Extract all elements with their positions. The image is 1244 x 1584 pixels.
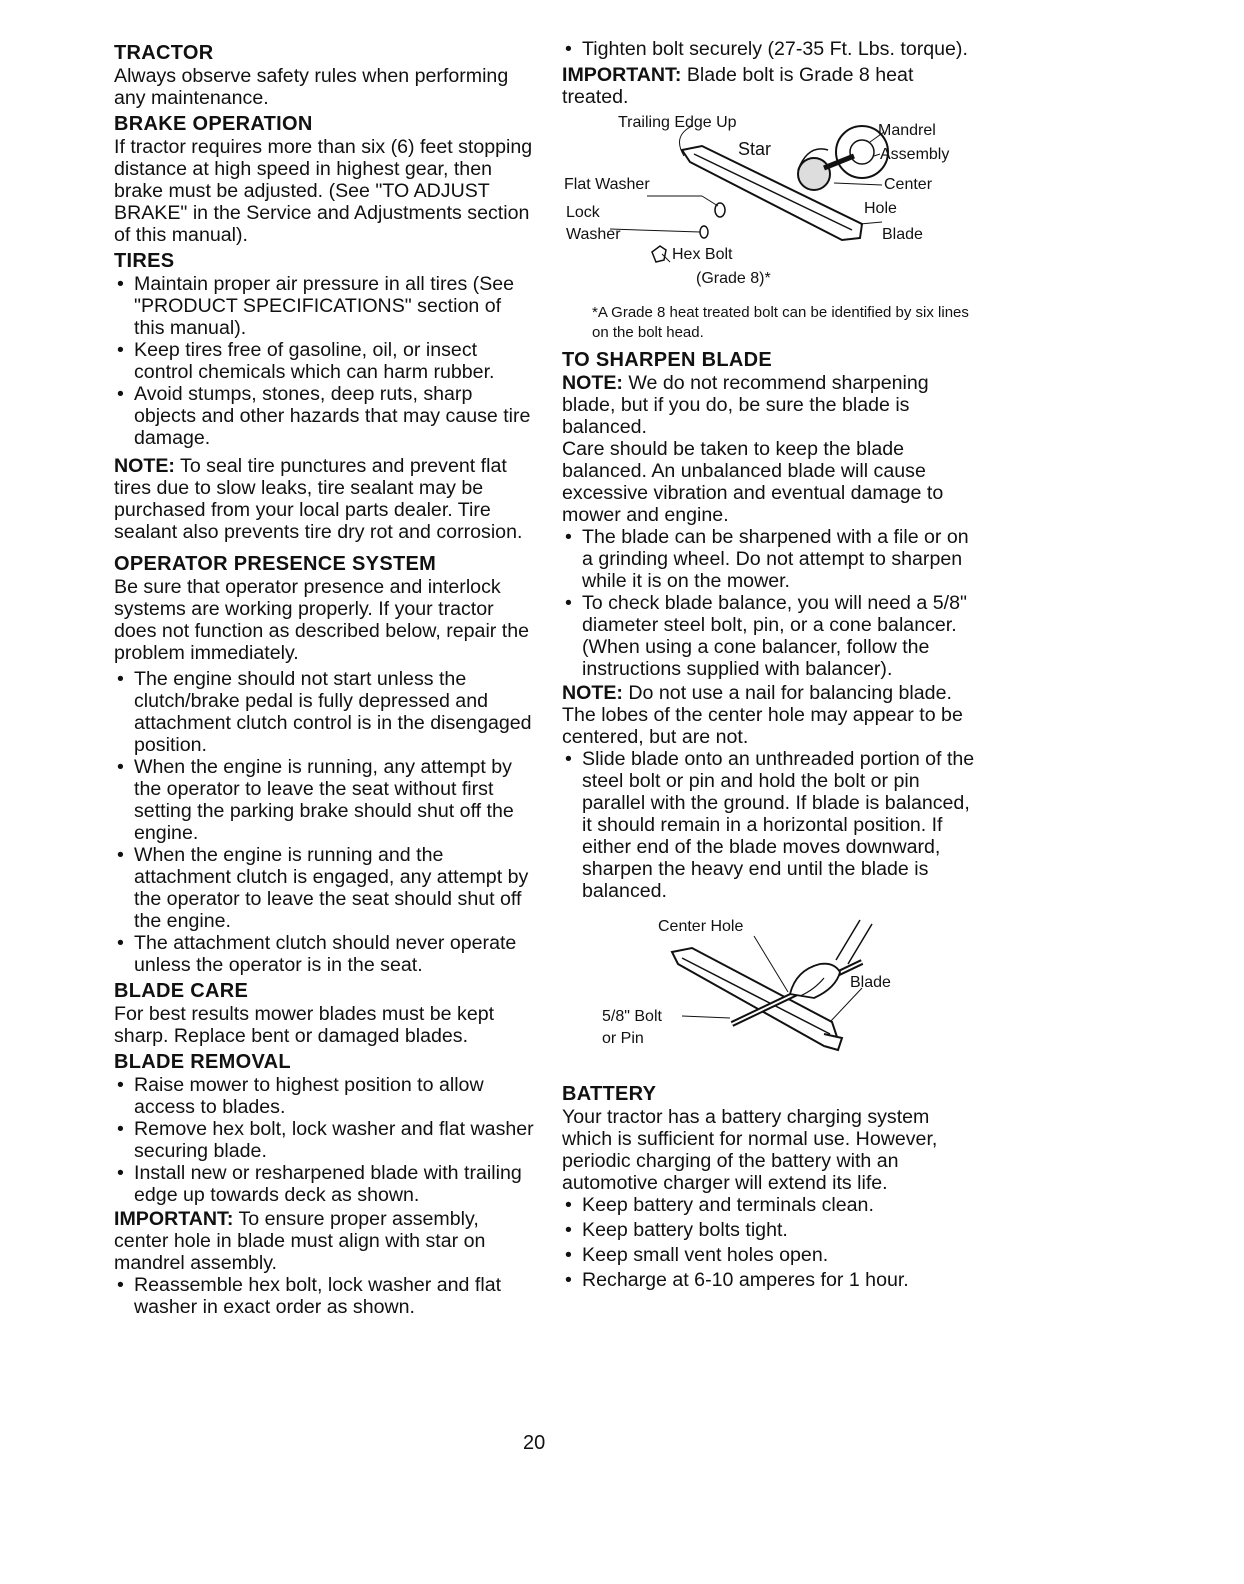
ops-list [114, 668, 534, 976]
important-note [562, 64, 982, 108]
reassemble-list [114, 1274, 534, 1318]
blade-assembly-figure [562, 112, 982, 297]
label-star: Star [738, 139, 772, 159]
ops-heading: OPERATOR PRESENCE SYSTEM [114, 553, 437, 575]
care-text: Care should be taken to keep the blade balanced. An unbalanced blade will cause excessive vibration and eventual damage to mower and engine. [562, 438, 944, 526]
label-trailing-edge: Trailing Edge Up [618, 114, 737, 131]
list-item: • The attachment clutch should never operate unless the operator is in the seat. [114, 932, 534, 976]
list-item: • Keep battery and terminals clean. [562, 1194, 982, 1216]
label-grade: (Grade 8)* [696, 270, 771, 287]
important-text: Blade bolt is Grade 8 heat treated. [562, 64, 914, 108]
tractor-text: Always observe safety rules when performing any maintenance. [114, 65, 509, 109]
label-center: Center [884, 176, 933, 193]
label-assembly: Assembly [880, 146, 950, 163]
list-item: • Keep small vent holes open. [562, 1244, 982, 1266]
tires-note [114, 455, 534, 543]
nail-note [562, 682, 982, 748]
label-or-pin: or Pin [602, 1030, 644, 1047]
label-center-hole: Center Hole [658, 918, 744, 935]
tighten-list [562, 38, 982, 60]
label-blade: Blade [850, 974, 891, 991]
blade-care-text: For best results mower blades must be kept sharp. Replace bent or damaged blades. [114, 1003, 495, 1047]
star-hub [798, 158, 830, 190]
ops-text: Be sure that operator presence and interlock systems are working properly. If your tractor does not function as described below, repair the problem immediately. [114, 576, 529, 664]
label-bolt: 5/8" Bolt [602, 1008, 662, 1025]
left-column [114, 38, 534, 1320]
list-item: • Remove hex bolt, lock washer and flat washer securing blade. [114, 1118, 534, 1162]
page-number: 20 [523, 1432, 546, 1454]
blade-removal-list [114, 1074, 534, 1206]
battery-heading: BATTERY [562, 1083, 657, 1105]
tires-heading: TIRES [114, 250, 175, 272]
note-label: NOTE: [562, 372, 623, 394]
list-item: • Tighten bolt securely (27-35 Ft. Lbs. torque). [562, 38, 982, 60]
blade-balance-figure [562, 904, 982, 1079]
battery-list [562, 1194, 982, 1291]
list-item: • Raise mower to highest position to allow access to blades. [114, 1074, 534, 1118]
list-item: • The engine should not start unless the clutch/brake pedal is fully depressed and attachment clutch control is in the disengaged position. [114, 668, 534, 756]
slide-list [562, 748, 982, 902]
tractor-heading: TRACTOR [114, 42, 214, 64]
battery-text: Your tractor has a battery charging system which is sufficient for normal use. However, periodic charging of the battery with an automotive charger will extend its life. [562, 1106, 938, 1194]
right-column [562, 38, 982, 1293]
list-item: • Recharge at 6-10 amperes for 1 hour. [562, 1269, 982, 1291]
important-note [114, 1208, 534, 1274]
label-hole: Hole [864, 200, 897, 217]
label-flat-washer: Flat Washer [564, 176, 650, 193]
label-blade: Blade [882, 226, 923, 243]
list-item: • The blade can be sharpened with a file or on a grinding wheel. Do not attempt to sharpen while it is on the mower. [562, 526, 982, 592]
mandrel-inner [850, 140, 874, 164]
list-item: • Maintain proper air pressure in all tires (See "PRODUCT SPECIFICATIONS" section of this manual). [114, 273, 534, 339]
note-text: Do not use a nail for balancing blade. The lobes of the center hole may appear to be centered, but are not. [562, 682, 963, 748]
sharpen-note [562, 372, 982, 438]
label-lock: Lock [566, 204, 600, 221]
blade-balance-drawing [562, 904, 982, 1079]
list-item: • Keep battery bolts tight. [562, 1219, 982, 1241]
label-mandrel: Mandrel [878, 122, 936, 139]
important-text: To ensure proper assembly, center hole in blade must align with star on mandrel assembly. [114, 1208, 486, 1274]
blade-care-heading: BLADE CARE [114, 980, 249, 1002]
brake-text: If tractor requires more than six (6) feet stopping distance at high speed in highest gear, then brake must be adjusted. (See "TO ADJUST BRAKE" in the Service and Adjustments section of this manual). [114, 136, 533, 246]
list-item: • Install new or resharpened blade with trailing edge up towards deck as shown. [114, 1162, 534, 1206]
list-item: • Slide blade onto an unthreaded portion of the steel bolt or pin and hold the bolt or pin parallel with the ground. If blade is balanced, it should remain in a horizontal position. If either end of the blade moves downward, sharpen the heavy end until the blade is balanced. [562, 748, 982, 902]
hand-shape [790, 964, 840, 998]
tires-list [114, 273, 534, 449]
list-item: • When the engine is running, any attempt by the operator to leave the seat without first setting the parking brake should shut off the engine. [114, 756, 534, 844]
note-text: We do not recommend sharpening blade, but if you do, be sure the blade is balanced. [562, 372, 929, 438]
blade-tip [824, 1034, 842, 1050]
list-item: • When the engine is running and the attachment clutch is engaged, any attempt by the operator to leave the seat should shut off the engine. [114, 844, 534, 932]
label-hex-bolt: Hex Bolt [672, 246, 733, 263]
sharpen-list [562, 526, 982, 680]
note-label: NOTE: [562, 682, 623, 704]
note-label: NOTE: [114, 455, 175, 477]
list-item: • To check blade balance, you will need a 5/8" diameter steel bolt, pin, or a cone balancer. (When using a cone balancer, follow the instructions supplied with balancer). [562, 592, 982, 680]
sharpen-heading: TO SHARPEN BLADE [562, 349, 773, 371]
hex-bolt [652, 246, 666, 262]
blade-shape [682, 146, 862, 240]
list-item: • Reassemble hex bolt, lock washer and flat washer in exact order as shown. [114, 1274, 534, 1318]
blade-removal-heading: BLADE REMOVAL [114, 1051, 291, 1073]
label-washer: Washer [566, 226, 621, 243]
list-item: • Avoid stumps, stones, deep ruts, sharp objects and other hazards that may cause tire damage. [114, 383, 534, 449]
note-text: To seal tire punctures and prevent flat tires due to slow leaks, tire sealant may be purchased from your local parts dealer. Tire sealant also prevents tire dry rot and corrosion. [114, 455, 523, 543]
brake-heading: BRAKE OPERATION [114, 113, 313, 135]
grade-footnote: *A Grade 8 heat treated bolt can be identified by six lines on the bolt head. [592, 304, 969, 341]
important-label: IMPORTANT: [114, 1208, 234, 1230]
lock-washer [700, 226, 708, 238]
list-item: • Keep tires free of gasoline, oil, or insect control chemicals which can harm rubber. [114, 339, 534, 383]
important-label: IMPORTANT: [562, 64, 682, 86]
